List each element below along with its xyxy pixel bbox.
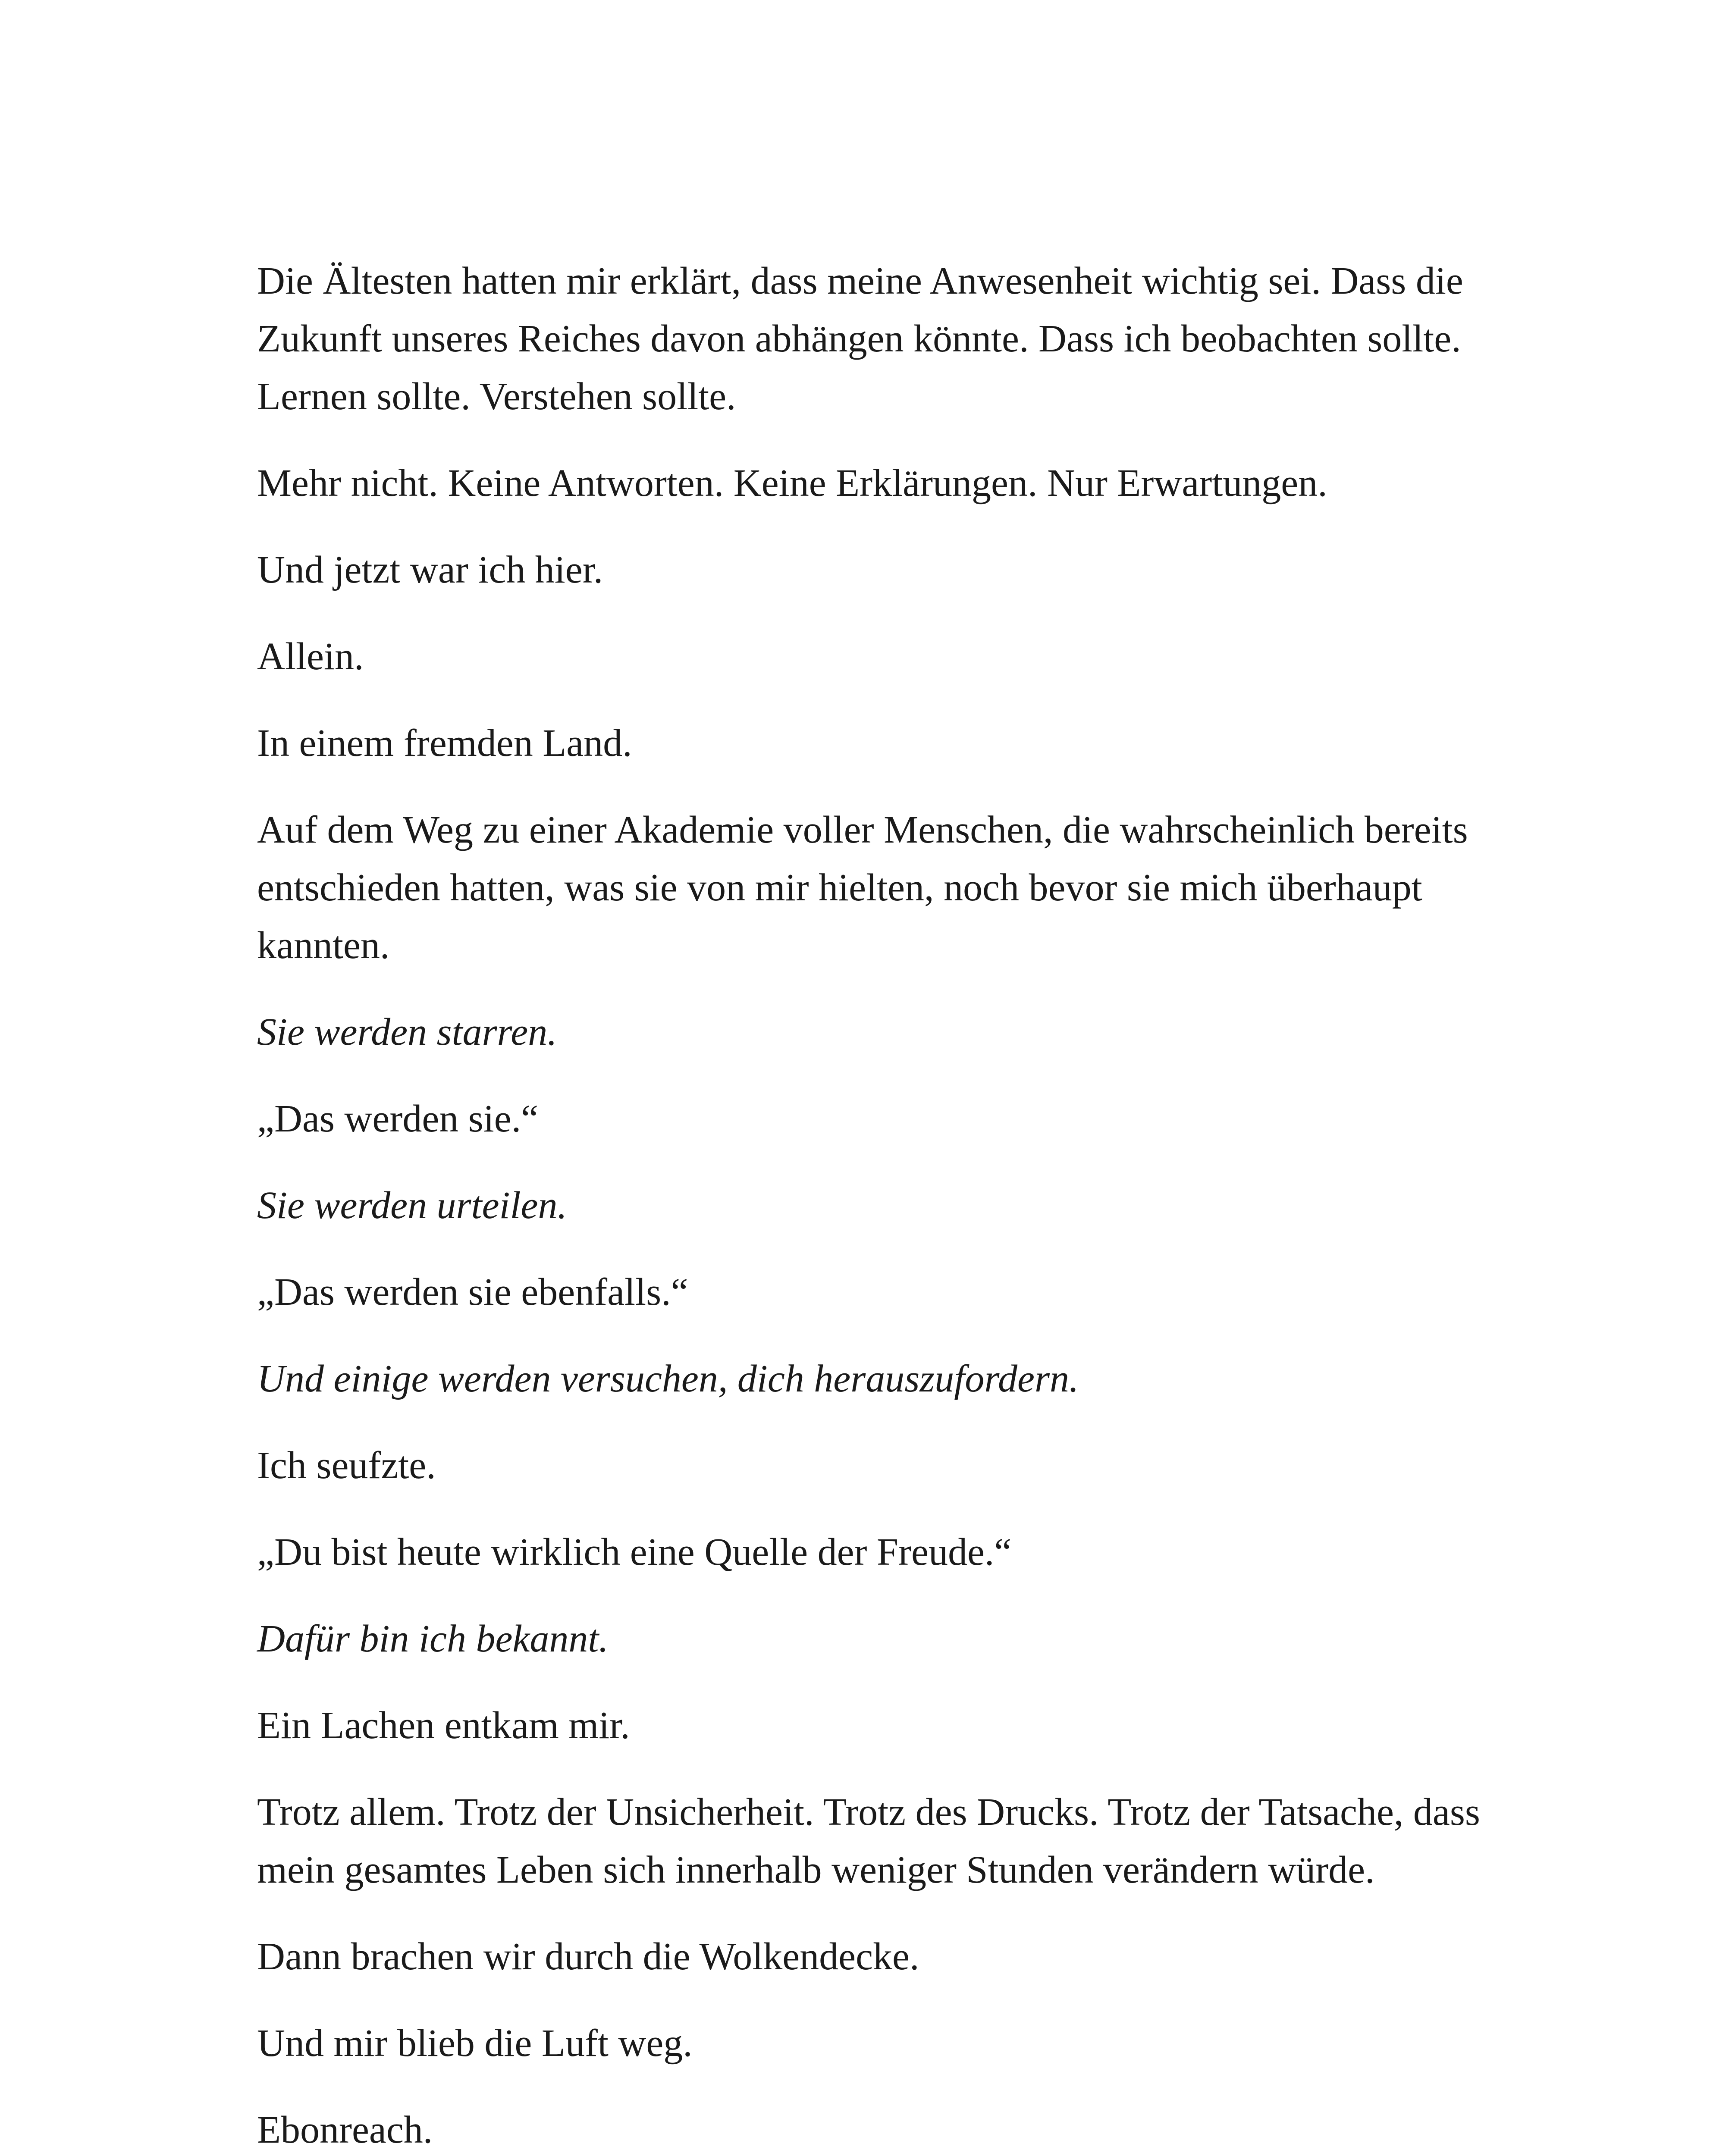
italic-thought: Und einige werden versuchen, dich herauszufordern. bbox=[257, 1357, 1079, 1400]
body-text bbox=[257, 252, 1508, 2156]
paragraph: Mehr nicht. Keine Antworten. Keine Erklärungen. Nur Erwartungen. bbox=[257, 462, 1327, 505]
paragraph: Die Ältesten hatten mir erklärt, dass meine Anwesenheit wichtig sei. Dass die Zukunft unseres Reiches davon abhängen könnte. Dass ich beobachten sollte. Lernen sollte. Verstehen sollte. bbox=[257, 260, 1463, 418]
paragraph: In einem fremden Land. bbox=[257, 722, 632, 765]
paragraph: Ein Lachen entkam mir. bbox=[257, 1704, 630, 1747]
paragraph: Auf dem Weg zu einer Akademie voller Menschen, die wahrscheinlich bereits entschieden hatten, was sie von mir hielten, noch bevor sie mich überhaupt kannten. bbox=[257, 808, 1468, 967]
italic-thought: Dafür bin ich bekannt. bbox=[257, 1617, 609, 1660]
italic-thought: Sie werden urteilen. bbox=[257, 1184, 567, 1227]
paragraph: Ich seufzte. bbox=[257, 1444, 436, 1487]
italic-thought: Sie werden starren. bbox=[257, 1011, 557, 1053]
paragraph: Dann brachen wir durch die Wolkendecke. bbox=[257, 1935, 919, 1978]
dialogue-line: „Du bist heute wirklich eine Quelle der Freude.“ bbox=[257, 1531, 1012, 1573]
paragraph: Allein. bbox=[257, 635, 364, 678]
paragraph: Ebonreach. bbox=[257, 2109, 433, 2151]
paragraph: Trotz allem. Trotz der Unsicherheit. Trotz des Drucks. Trotz der Tatsache, dass mein gesamtes Leben sich innerhalb weniger Stunden verändern würde. bbox=[257, 1791, 1480, 1891]
dialogue-line: „Das werden sie.“ bbox=[257, 1097, 539, 1140]
dialogue-line: „Das werden sie ebenfalls.“ bbox=[257, 1271, 688, 1313]
paragraph: Und mir blieb die Luft weg. bbox=[257, 2022, 693, 2065]
paragraph: Und jetzt war ich hier. bbox=[257, 548, 603, 591]
